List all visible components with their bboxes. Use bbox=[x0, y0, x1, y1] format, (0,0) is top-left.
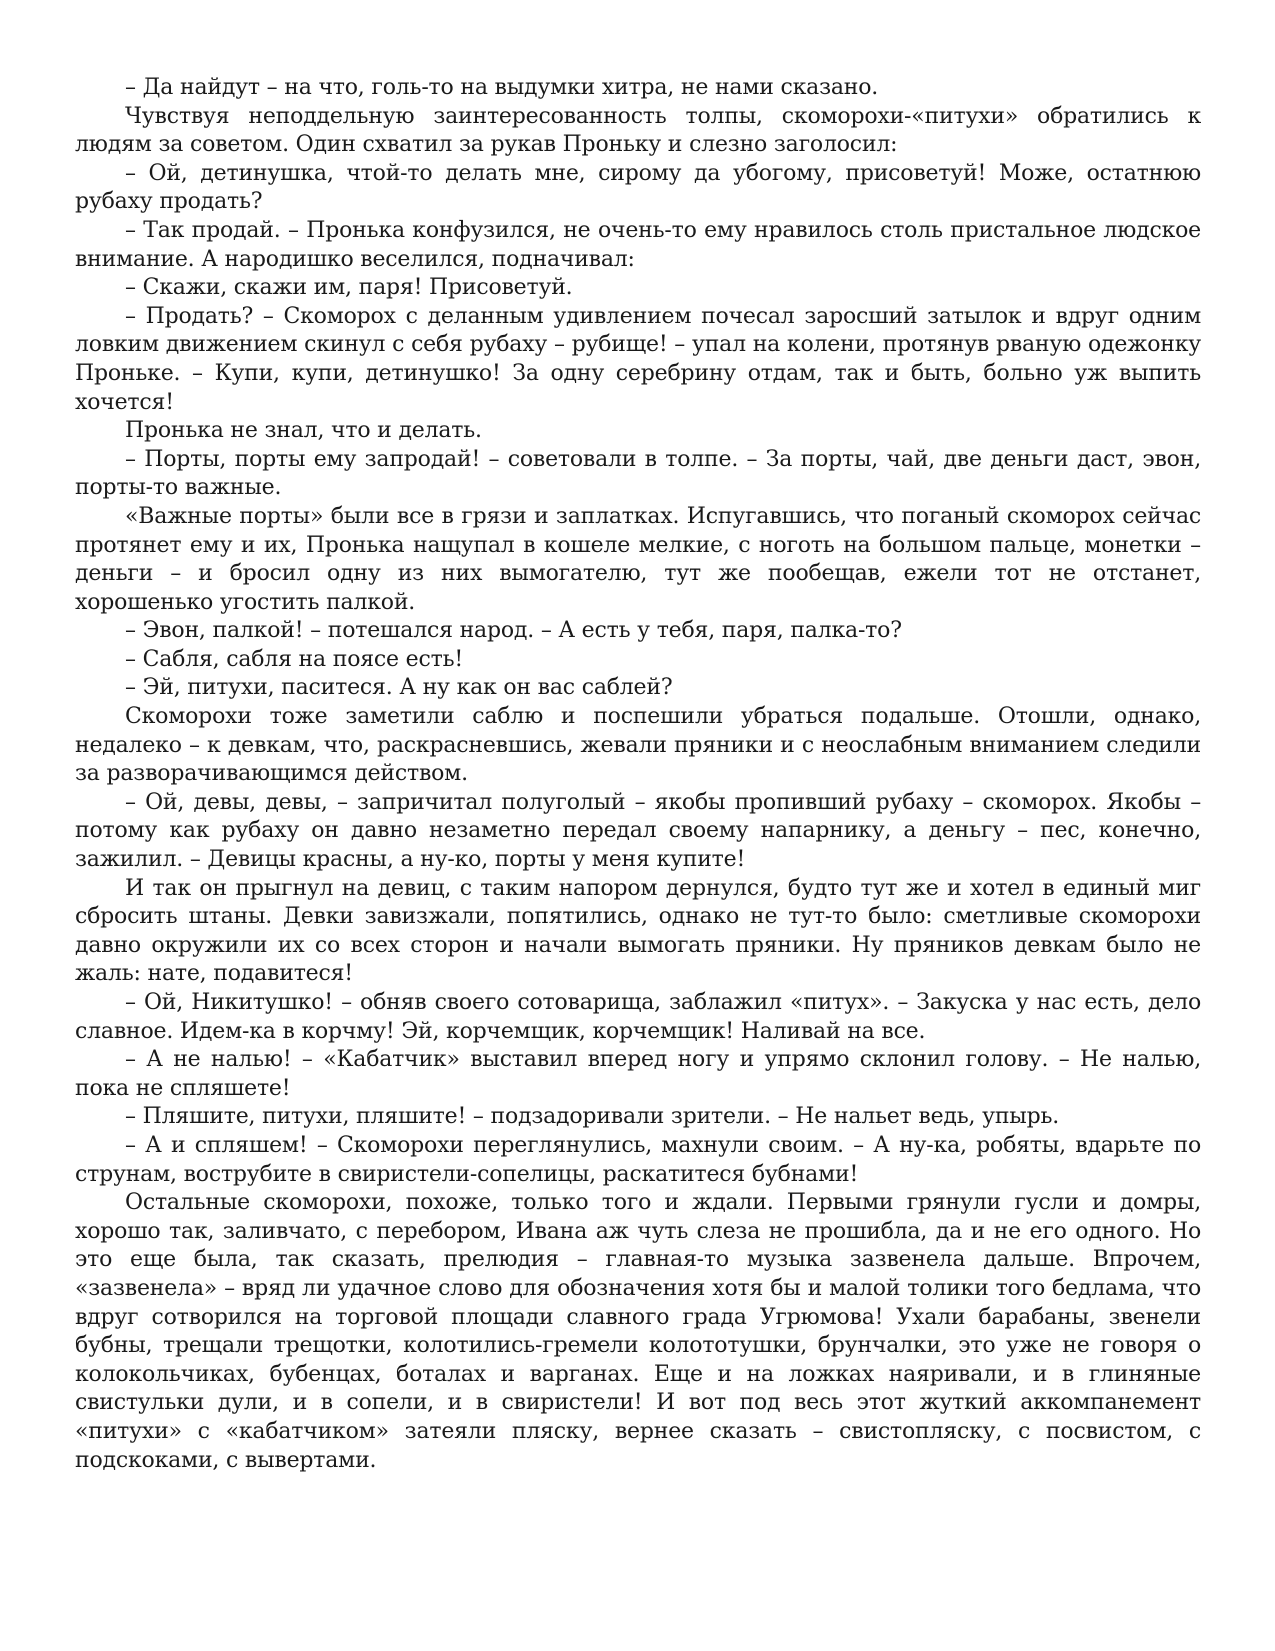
paragraph: – Ой, девы, девы, – запричитал полуголый – якобы пропивший рубаху – скоморох. Якобы – потому как рубаху он давно незаметно передал своему напарнику, а деньгу – пес, конечно, зажилил. – Девицы красны, а ну-ко, порты у меня купите! bbox=[75, 789, 1201, 873]
paragraph: – Эвон, палкой! – потешался народ. – А есть у тебя, паря, палка-то? bbox=[125, 618, 902, 644]
paragraph: – А не налью! – «Кабатчик» выставил вперед ногу и упрямо склонил голову. – Не налью, пока не спляшете! bbox=[75, 1047, 1201, 1101]
paragraph: Остальные скоморохи, похоже, только того и ждали. Первыми грянули гусли и домры, хорошо так, заливчато, с перебором, Ивана аж чуть слеза не прошибла, да и не его одного. Но это еще была, так сказать, прелюдия – главная-то музыка зазвенела дальше. Впрочем, «зазвенела» – вряд ли удачное слово для обозначения хотя бы и малой толики того бедлама, что вдруг сотворился на торговой площади славного града Угрюмова! Ухали барабаны, звенели бубны, трещали трещотки, колотились-гремели колототушки, брунчалки, это уже не говоря о колокольчиках, бубенцах, боталах и варганах. Еще и на ложках наяривали, и в глиняные свистульки дули, и в сопели, и в свиристели! И вот под весь этот жуткий аккомпанемент «питухи» с «кабатчиком» затеяли пляску, вернее сказать – свистопляску, с посвистом, с подскоками, с вывертами. bbox=[75, 1190, 1201, 1473]
paragraph: Чувствуя неподдельную заинтересованность толпы, скоморохи-«питухи» обратились к людям за советом. Один схватил за рукав Проньку и слезно заголосил: bbox=[75, 103, 1201, 158]
paragraph: – Эй, питухи, паситеся. А ну как он вас саблей? bbox=[125, 675, 673, 701]
paragraph: – Продать? – Скоморох с деланным удивлением почесал заросший затылок и вдруг одним ловким движением скинул с себя рубаху – рубище! – упал на колени, протянув рваную одежонку Проньке. – Купи, купи, детинушко! За одну серебрину отдам, так и быть, больно уж выпить хочется! bbox=[75, 303, 1201, 415]
paragraph: – А и спляшем! – Скоморохи переглянулись, махнули своим. – А ну-ка, робяты, вдарьте по струнам, вострубите в свиристели-сопелицы, раскатитеся бубнами! bbox=[75, 1132, 1201, 1187]
paragraph: – Порты, порты ему запродай! – советовали в толпе. – За порты, чай, две деньги даст, эвон, порты-то важные. bbox=[75, 446, 1201, 501]
paragraph: «Важные порты» были все в грязи и заплатках. Испугавшись, что поганый скоморох сейчас протянет ему и их, Пронька нащупал в кошеле мелкие, с ноготь на большом пальце, монетки – деньги – и бросил одну из них вымогателю, тут же пообещав, ежели тот не отстанет, хорошенько угостить палкой. bbox=[75, 503, 1201, 615]
paragraph: – Да найдут – на что, голь-то на выдумки хитра, не нами сказано. bbox=[125, 75, 879, 100]
document-page bbox=[75, 74, 1201, 1475]
paragraph: Пронька не знал, что и делать. bbox=[125, 418, 482, 444]
paragraph: – Ой, Никитушко! – обняв своего сотоварища, заблажил «питух». – Закуска у нас есть, дело славное. Идем-ка в корчму! Эй, корчемщик, корчемщик! Наливай на все. bbox=[75, 990, 1201, 1044]
paragraph: – Так продай. – Пронька конфузился, не очень-то ему нравилось столь пристальное людское внимание. А народишко веселился, подначивал: bbox=[75, 217, 1201, 272]
paragraph: – Сабля, сабля на поясе есть! bbox=[125, 646, 463, 672]
paragraph: – Пляшите, питухи, пляшите! – подзадоривали зрители. – Не нальет ведь, упырь. bbox=[125, 1104, 1060, 1130]
paragraph: – Ой, детинушка, чтой-то делать мне, сирому да убогому, присоветуй! Може, остатнюю рубаху продать? bbox=[75, 160, 1201, 215]
paragraph: Скоморохи тоже заметили саблю и поспешили убраться подальше. Отошли, однако, недалеко – к девкам, что, раскрасневшись, жевали пряники и с неослабным вниманием следили за разворачивающимся действом. bbox=[75, 704, 1201, 787]
paragraph: И так он прыгнул на девиц, с таким напором дернулся, будто тут же и хотел в единый миг сбросить штаны. Девки завизжали, попятились, однако не тут-то было: сметливые скоморохи давно окружили их со всех сторон и начали вымогать пряники. Ну пряников девкам было не жаль: нате, подавитеся! bbox=[75, 875, 1201, 987]
paragraph: – Скажи, скажи им, паря! Присоветуй. bbox=[125, 275, 573, 301]
